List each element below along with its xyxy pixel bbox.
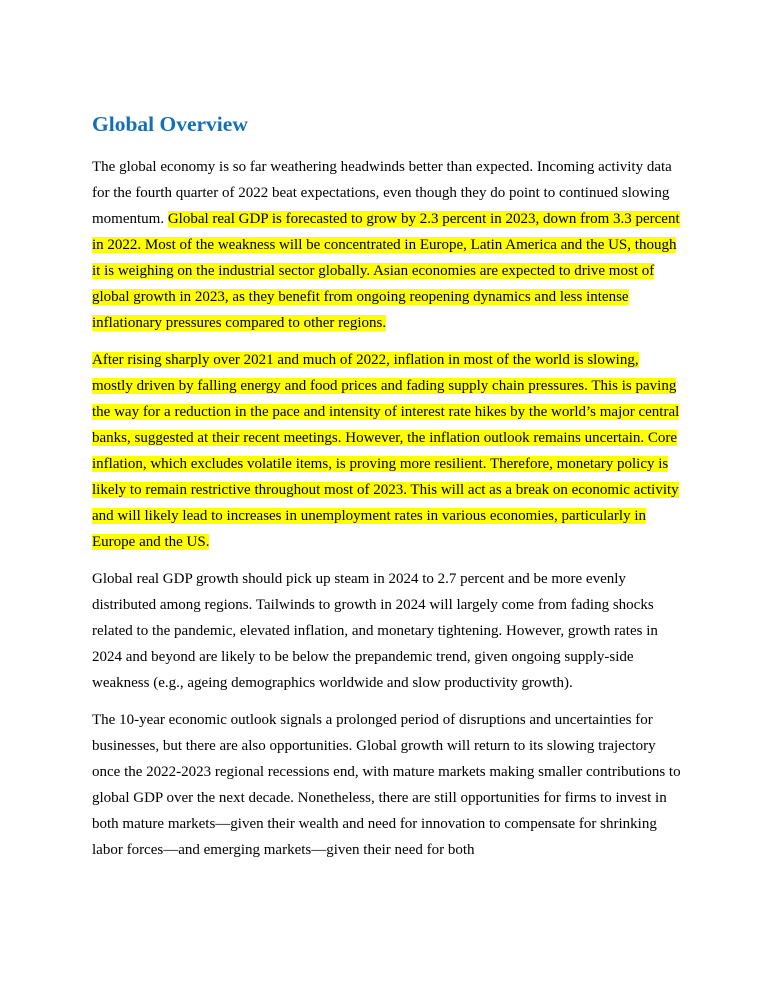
paragraph-1-text: The global economy is so far weathering headwinds better than expected. Incoming activity data for the fourth quarter of 2022 beat expectations, even though they do point to continued slowing momentum.	[92, 158, 672, 227]
paragraph-4-text: The 10-year economic outlook signals a prolonged period of disruptions and uncertainties for businesses, but there are also opportunities. Global growth will return to its slowing trajectory once the 2022-2023 regional recessions end, with mature markets making smaller contributions to global GDP over the next decade. Nonetheless, there are still opportunities for firms to invest in both mature markets—given their wealth and need for innovation to compensate for shrinking labor forces—and emerging markets—given their need for both	[92, 711, 681, 858]
page-title: Global Overview	[92, 112, 248, 136]
paragraph-4	[92, 707, 682, 863]
paragraph-1-highlight: Global real GDP is forecasted to grow by 2.3 percent in 2023, down from 3.3 percent in 2022. Most of the weakness will be concentrated in Europe, Latin America and the US, though it is weighing on the industrial sector globally. Asian economies are expected to drive most of global growth in 2023, as they benefit from ongoing reopening dynamics and less intense inflationary pressures compared to other regions.	[92, 210, 680, 331]
document-page	[92, 112, 682, 874]
paragraph-2	[92, 347, 682, 555]
paragraph-2-highlight: After rising sharply over 2021 and much of 2022, inflation in most of the world is slowing, mostly driven by falling energy and food prices and fading supply chain pressures. This is paving the way for a reduction in the pace and intensity of interest rate hikes by the world’s major central banks, suggested at their recent meetings. However, the inflation outlook remains uncertain. Core inflation, which excludes volatile items, is proving more resilient. Therefore, monetary policy is likely to remain restrictive throughout most of 2023. This will act as a break on economic activity and will likely lead to increases in unemployment rates in various economies, particularly in Europe and the US.	[92, 351, 680, 550]
paragraph-1	[92, 154, 682, 336]
paragraph-3	[92, 566, 682, 696]
paragraph-3-text: Global real GDP growth should pick up steam in 2024 to 2.7 percent and be more evenly distributed among regions. Tailwinds to growth in 2024 will largely come from fading shocks related to the pandemic, elevated inflation, and monetary tightening. However, growth rates in 2024 and beyond are likely to be below the prepandemic trend, given ongoing supply-side weakness (e.g., ageing demographics worldwide and slow productivity growth).	[92, 570, 658, 691]
